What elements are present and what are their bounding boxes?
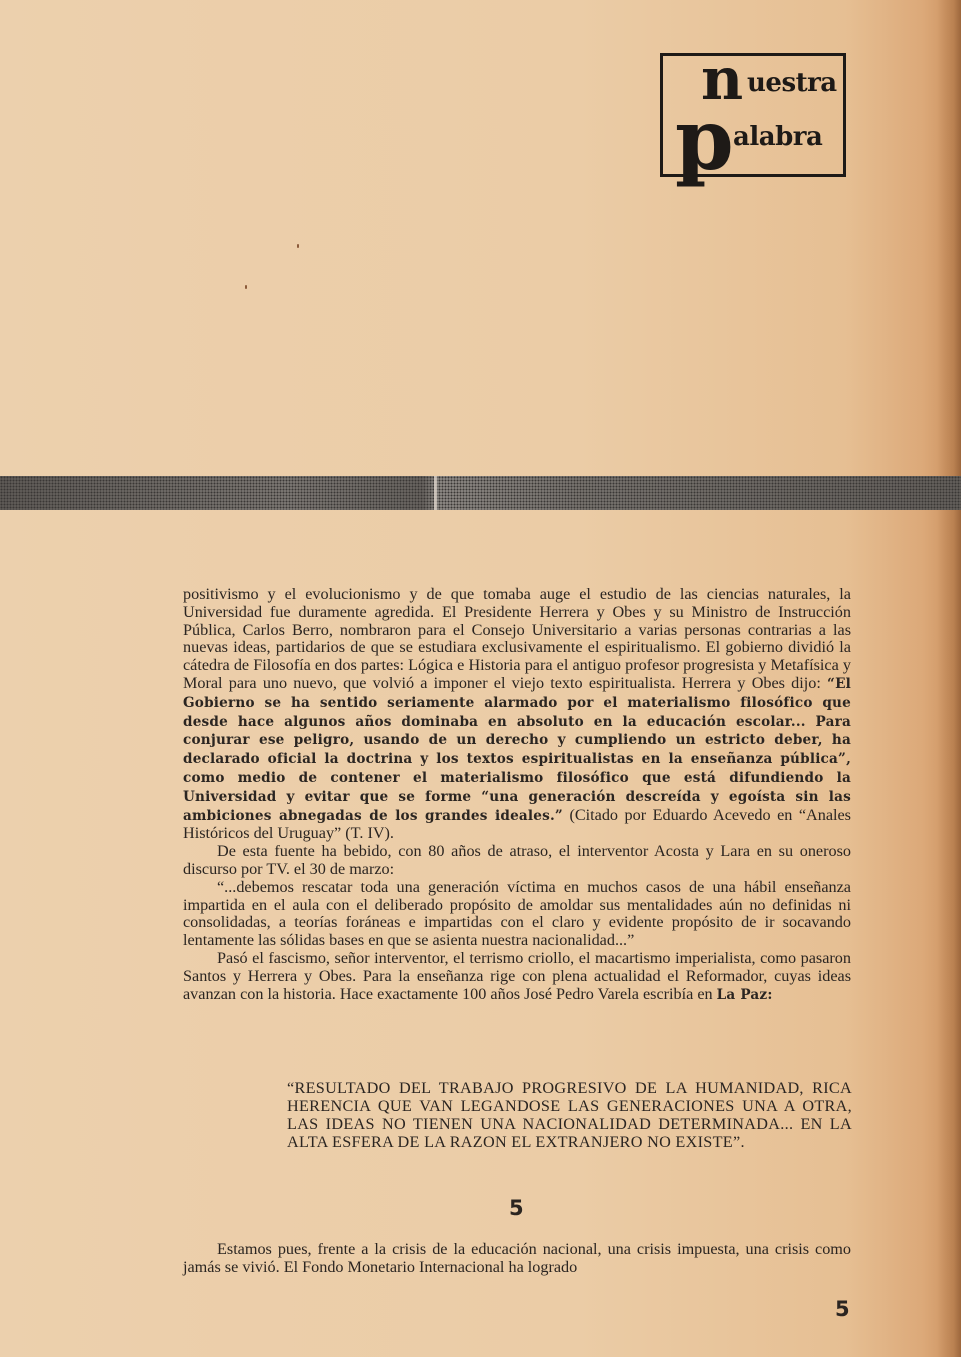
paragraph-speech-quote: “...debemos rescatar toda una generación víctima en muchos casos de una hábil enseñanza impartida en el aula con el deliberado propósito de amoldar sus mentalidades aún no definidas ni consolidadas, a teorías foráneas e impartidas con el claro y evidente propósito de ir socavando lentamente las sólidas bases en que se asienta nuestra nacionalidad...”	[183, 877, 851, 950]
logo-initial-n: n	[701, 45, 744, 113]
logo-word-uestra: uestra	[747, 68, 837, 98]
herrera-quote: “El Gobierno se ha sentido seriamente alarmado por el materialismo filosófico que desde hace algunos años dominaba en absoluto en la educación escolar... Para conjurar ese peligro, usando de un derecho y cumpliendo un estricto deber, ha declarado oficial la doctrina y los textos espiritualistas en la enseñanza pública”, como medio de contener el materialismo filosófico que está difundiendo la Universidad y evitar que se forme “una generación descreída y egoísta sin las ambiciones abnegadas de los grandes ideales.”	[183, 675, 851, 824]
logo-word-alabra: alabra	[733, 122, 823, 152]
source-la-paz: La Paz:	[716, 986, 773, 1003]
page-number: 5	[835, 1297, 850, 1321]
paragraph-positivismo	[183, 586, 851, 843]
varela-block-quote: “RESULTADO DEL TRABAJO PROGRESIVO DE LA HUMANIDAD, RICA HERENCIA QUE VAN LEGANDOSE LAS GENERACIONES UNA A OTRA, LAS IDEAS NO TIENEN UNA NACIONALIDAD DETERMINADA... EN LA ALTA ESFERA DE LA RAZON EL EXTRANJERO NO EXISTE”.	[287, 1079, 852, 1151]
paragraph-closing: Estamos pues, frente a la crisis de la educación nacional, una crisis impuesta, una crisis como jamás se vivió. El Fondo Monetario Internacional ha logrado	[183, 1240, 851, 1276]
page-edge-shadow	[937, 0, 961, 1357]
section-number: 5	[509, 1196, 524, 1220]
paragraph-intro: positivismo y el evolucionismo y de que tomaba auge el estudio de las ciencias naturales, la Universidad fue duramente agredida. El Presidente Herrera y Obes y su Ministro de Instrucción Pública, Carlos Berro, nombraron para el Consejo Universitario a varias personas contrarias a las nuevas ideas, partidarios de que se estudiara exclusivamente el espiritualismo. El gobierno dividió la cátedra de Filosofía en dos partes: Lógica e Historia para el antiguo profesor progresista y Metafísica y Moral para uno nuevo, que volvió a imponer el viejo texto espiritualista. Herrera y Obes dijo:	[183, 585, 851, 692]
logo-initial-p: p	[675, 90, 734, 189]
band-divider	[434, 476, 437, 510]
paragraph-varela-text: Pasó el fascismo, señor interventor, el terrismo criollo, el macartismo imperialista, como pasaron Santos y Herrera y Obes. Para la enseñanza rige con plena actualidad el Reformador, cuyas ideas avanzan con la historia. Hace exactamente 100 años José Pedro Varela escribía en	[183, 948, 851, 1003]
article-body	[183, 586, 851, 1004]
paragraph-varela	[183, 950, 851, 1004]
masthead-logo	[660, 45, 846, 189]
paper-speck	[245, 285, 247, 289]
paper-speck	[297, 244, 299, 248]
halftone-band	[0, 476, 961, 510]
citation: (Citado por Eduardo Acevedo en “Anales Históricos del Uruguay” (T. IV).	[183, 805, 851, 843]
paragraph-acosta: De esta fuente ha bebido, con 80 años de atraso, el interventor Acosta y Lara en su oneroso discurso por TV. el 30 de marzo:	[183, 842, 851, 878]
